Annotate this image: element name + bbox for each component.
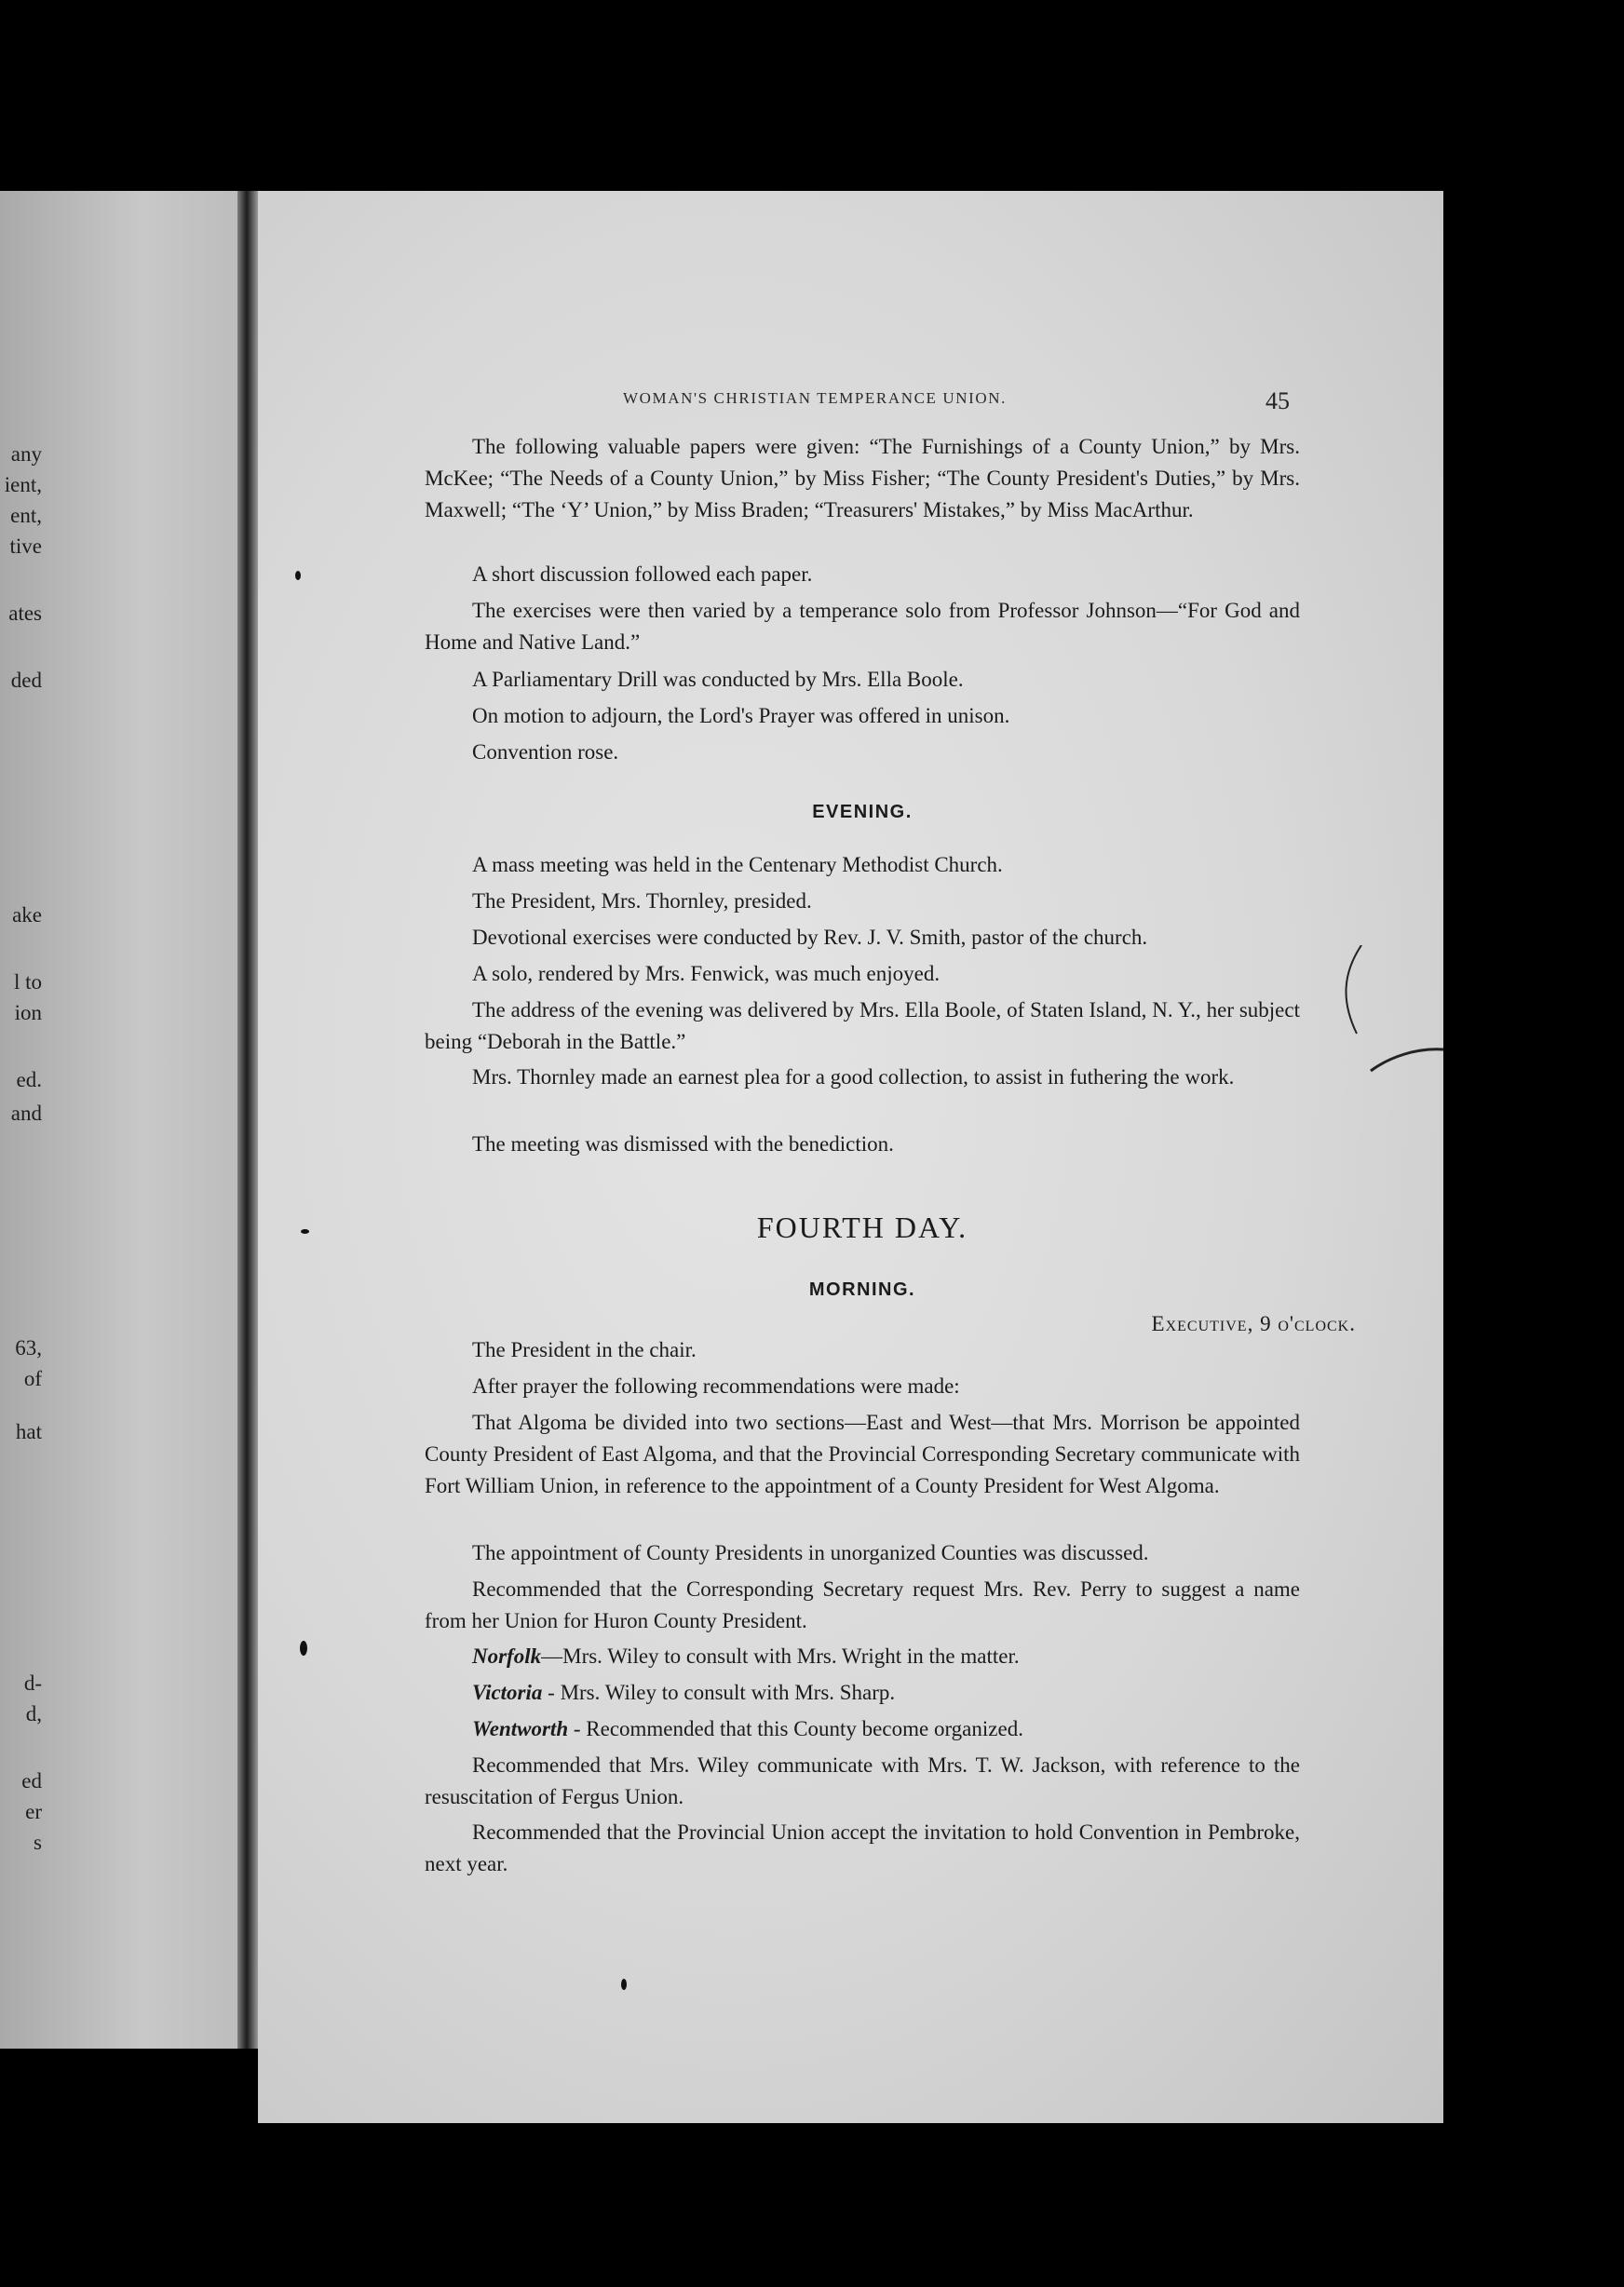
- book-page: [258, 191, 1443, 2123]
- running-head: WOMAN'S CHRISTIAN TEMPERANCE UNION.: [623, 389, 1007, 407]
- scan-speck: [295, 571, 301, 580]
- executive-line: Executive, 9 o'clock.: [1151, 1312, 1356, 1335]
- pencil-mark: [1343, 945, 1443, 1113]
- county-name: Norfolk: [472, 1644, 542, 1668]
- left-fragment: tive: [9, 535, 42, 558]
- left-fragment: ake: [12, 903, 42, 927]
- left-fragment: hat: [15, 1420, 42, 1443]
- left-fragment: ates: [8, 602, 42, 625]
- county-name: Wentworth: [472, 1717, 569, 1740]
- paragraph: Recommended that the Corresponding Secretary request Mrs. Rev. Perry to suggest a name from her Union for Huron County President.: [425, 1577, 1300, 1632]
- county-item: [425, 1677, 1300, 1709]
- previous-page-edge: [0, 191, 237, 2049]
- paragraph: A Parliamentary Drill was conducted by Mrs. Ella Boole.: [472, 668, 964, 691]
- county-text: - Mrs. Wiley to consult with Mrs. Sharp.: [542, 1681, 896, 1704]
- paragraph: The following valuable papers were given: “The Furnishings of a County Union,” by Mrs. McKee; “The Needs of a County Union,” by Miss Fisher; “The County President's Duties,” by Mrs. Maxwell; “The ‘Y’ Union,” by Miss Braden; “Treasurers' Mistakes,” by Miss MacArthur.: [425, 435, 1300, 521]
- county-item: [425, 1713, 1300, 1745]
- left-fragment: any: [10, 442, 42, 466]
- left-fragment: er: [25, 1800, 42, 1823]
- scan-speck: [301, 1229, 309, 1234]
- left-fragment: ed: [21, 1769, 42, 1793]
- left-fragment: d-: [23, 1671, 42, 1695]
- county-item: [425, 1641, 1300, 1672]
- paragraph: Recommended that the Provincial Union accept the invitation to hold Convention in Pembroke, next year.: [425, 1820, 1300, 1875]
- left-fragment: ent,: [10, 504, 42, 527]
- evening-heading: EVENING.: [812, 802, 913, 822]
- left-fragment: ded: [10, 669, 42, 692]
- county-text: - Recommended that this County become organized.: [568, 1717, 1023, 1740]
- page-number: 45: [1265, 387, 1290, 414]
- left-fragment: 63,: [15, 1336, 42, 1360]
- left-fragment: and: [10, 1102, 42, 1125]
- paragraph: The appointment of County Presidents in unorganized Counties was discussed.: [472, 1541, 1149, 1564]
- left-fragment: d,: [25, 1702, 42, 1725]
- paragraph: The President in the chair.: [472, 1338, 697, 1361]
- paragraph: The address of the evening was delivered by Mrs. Ella Boole, of Staten Island, N. Y., her subject being “Deborah in the Battle.”: [425, 998, 1300, 1053]
- fourth-day-heading: FOURTH DAY.: [756, 1211, 968, 1244]
- paragraph: A solo, rendered by Mrs. Fenwick, was much enjoyed.: [472, 962, 941, 985]
- paragraph: The meeting was dismissed with the benediction.: [472, 1132, 894, 1156]
- paragraph: After prayer the following recommendations were made:: [472, 1374, 960, 1398]
- left-fragment: ient,: [4, 473, 42, 496]
- county-name: Victoria: [472, 1681, 543, 1704]
- left-fragment: l to: [13, 970, 42, 994]
- county-text: —Mrs. Wiley to consult with Mrs. Wright in the matter.: [541, 1644, 1020, 1668]
- paragraph: Convention rose.: [472, 740, 619, 764]
- left-fragment: ed.: [16, 1068, 42, 1091]
- paragraph: The exercises were then varied by a temperance solo from Professor Johnson—“For God and Home and Native Land.”: [425, 599, 1300, 654]
- scan-speck: [300, 1641, 307, 1656]
- scan-speck: [621, 1979, 627, 1990]
- left-fragment: of: [23, 1367, 42, 1390]
- paragraph: Devotional exercises were conducted by Rev. J. V. Smith, pastor of the church.: [472, 926, 1148, 949]
- morning-heading: MORNING.: [808, 1279, 916, 1300]
- book-gutter: [237, 191, 258, 2049]
- paragraph: The President, Mrs. Thornley, presided.: [472, 889, 812, 913]
- paragraph: Mrs. Thornley made an earnest plea for a good collection, to assist in futhering the work.: [472, 1065, 1235, 1089]
- paragraph: A mass meeting was held in the Centenary Methodist Church.: [472, 853, 1003, 876]
- paragraph: That Algoma be divided into two sections—East and West—that Mrs. Morrison be appointed County President of East Algoma, and that the Provincial Corresponding Secretary communicate with Fort William Union, in reference to the appointment of a County President for West Algoma.: [425, 1411, 1300, 1497]
- paragraph: A short discussion followed each paper.: [472, 562, 813, 586]
- left-fragment: s: [34, 1831, 42, 1854]
- left-fragment: ion: [14, 1001, 42, 1024]
- paragraph: On motion to adjourn, the Lord's Prayer was offered in unison.: [472, 704, 1010, 727]
- paragraph: Recommended that Mrs. Wiley communicate with Mrs. T. W. Jackson, with reference to the resuscitation of Fergus Union.: [425, 1753, 1300, 1808]
